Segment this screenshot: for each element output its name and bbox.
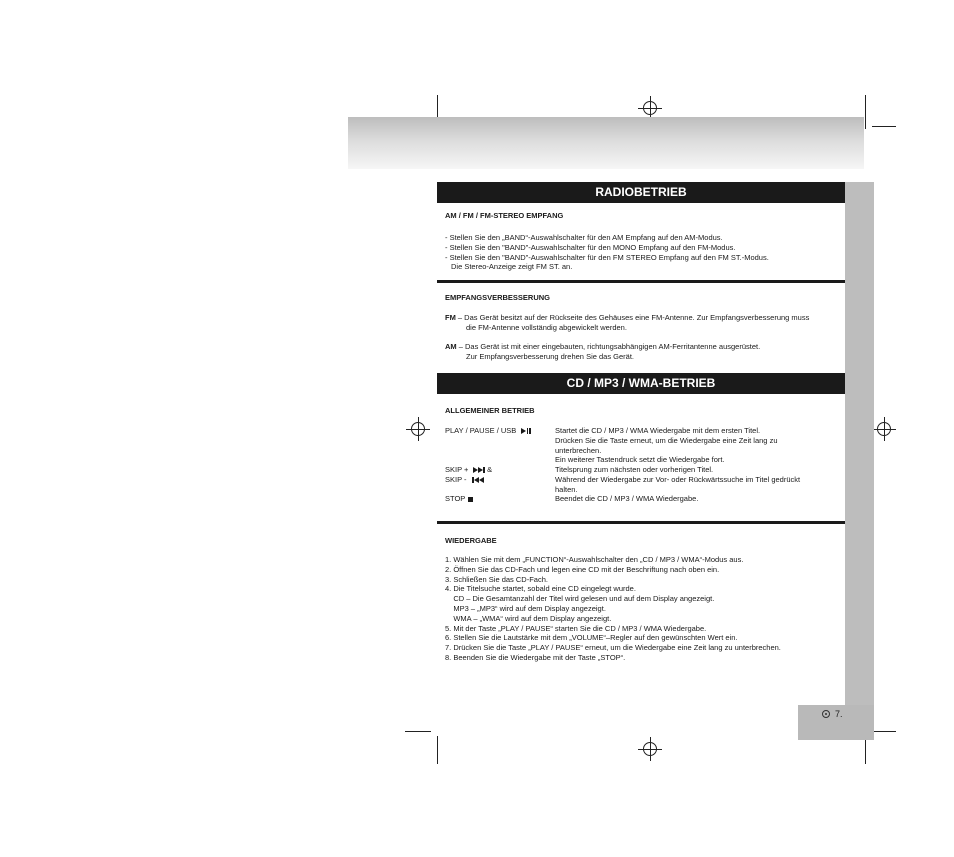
fm-text: – Das Gerät besitzt auf der Rückseite des Gehäuses eine FM-Antenne. Zur Empfangsverbesserung muss — [455, 313, 810, 322]
section-divider — [437, 280, 845, 283]
step-line: 3. Schließen Sie das CD-Fach. — [445, 574, 548, 584]
side-tab-bar — [845, 182, 874, 705]
band-line: - Stellen Sie den "BAND"-Auswahlschalter für den MONO Empfang auf den FM-Modus. — [445, 242, 736, 252]
step-line: 7. Drücken Sie die Taste „PLAY / PAUSE“ erneut, um die Wiedergabe eine Zeit lang zu unterbrechen. — [445, 643, 781, 653]
band-instructions — [445, 233, 845, 272]
registration-mark — [406, 417, 430, 441]
band-line: Die Stereo-Anzeige zeigt FM ST. an. — [451, 262, 573, 272]
subheading-am-fm: AM / FM / FM-STEREO EMPFANG — [445, 211, 564, 220]
playback-steps — [445, 555, 845, 663]
step-line: CD – Die Gesamtanzahl der Titel wird gelesen und auf dem Display angezeigt. — [445, 594, 715, 604]
play-key-label: PLAY / PAUSE / USB — [445, 426, 517, 435]
crop-mark — [872, 126, 896, 127]
play-key — [445, 426, 531, 436]
play-desc — [555, 426, 845, 465]
crop-mark — [872, 731, 896, 732]
subheading-wiedergabe: WIEDERGABE — [445, 536, 497, 545]
band-line: - Stellen Sie den „BAND“-Auswahlschalter für den AM Empfang auf den AM-Modus. — [445, 233, 723, 242]
header-gradient-band — [348, 117, 864, 169]
registration-mark — [872, 417, 896, 441]
step-line: 4. Die Titelsuche startet, sobald eine CD eingelegt wurde. — [445, 584, 636, 594]
am-line — [445, 342, 845, 352]
play-desc-line: Ein weiterer Tastendruck setzt die Wiedergabe fort. — [555, 455, 725, 465]
skip-minus-label: SKIP - — [445, 475, 467, 484]
disc-icon — [822, 710, 830, 718]
am-text: – Das Gerät ist mit einer eingebauten, richtungsabhängigen AM-Ferritantenne ausgerüstet. — [456, 342, 761, 351]
play-desc-line: unterbrechen. — [555, 445, 602, 455]
section-header-cd: CD / MP3 / WMA-BETRIEB — [437, 373, 845, 394]
fm-line — [445, 313, 845, 323]
am-line-2: Zur Empfangsverbesserung drehen Sie das Gerät. — [466, 351, 635, 361]
step-line: 1. Wählen Sie mit dem „FUNCTION“-Auswahlschalter den „CD / MP3 / WMA“-Modus aus. — [445, 555, 744, 564]
band-line: - Stellen Sie den "BAND"-Auswahlschalter für den FM STEREO Empfang auf den FM ST.-Modus. — [445, 252, 769, 262]
stop-icon — [468, 497, 473, 502]
stop-desc: Beendet die CD / MP3 / WMA Wiedergabe. — [555, 494, 699, 503]
skip-minus-line: halten. — [555, 484, 578, 494]
play-pause-icon — [521, 426, 531, 435]
skip-forward-icon — [473, 465, 486, 474]
step-line: 5. Mit der Taste „PLAY / PAUSE“ starten Sie die CD / MP3 / WMA Wiedergabe. — [445, 623, 707, 633]
skip-plus-desc: Titelsprung zum nächsten oder vorherigen Titel. — [555, 465, 714, 474]
stop-key — [445, 494, 473, 504]
section-header-radio: RADIOBETRIEB — [437, 182, 845, 203]
page-number-text: 7. — [835, 709, 843, 719]
section-divider — [437, 521, 845, 524]
subheading-empfang: EMPFANGSVERBESSERUNG — [445, 293, 551, 302]
am-label: AM — [445, 342, 457, 351]
crop-mark — [865, 736, 866, 764]
skip-back-icon — [472, 475, 485, 484]
fm-label: FM — [445, 313, 456, 322]
skip-plus-key — [445, 465, 492, 475]
step-line: 8. Beenden Sie die Wiedergabe mit der Taste „STOP“. — [445, 652, 626, 662]
fm-line-2: die FM-Antenne vollständig abgewickelt werden. — [466, 322, 627, 332]
play-desc-line: Startet die CD / MP3 / WMA Wiedergabe mit dem ersten Titel. — [555, 426, 761, 435]
skip-plus-amp: & — [487, 465, 493, 474]
skip-minus-desc — [555, 475, 845, 495]
registration-mark — [638, 737, 662, 761]
page-number — [822, 709, 843, 719]
step-line: 2. Öffnen Sie das CD-Fach und legen eine CD mit der Beschriftung nach oben ein. — [445, 564, 720, 574]
crop-mark — [437, 736, 438, 764]
crop-mark — [405, 731, 431, 732]
play-desc-line: Drücken Sie die Taste erneut, um die Wiedergabe eine Zeit lang zu — [555, 435, 778, 445]
step-line: MP3 – „MP3“ wird auf dem Display angezeigt. — [445, 603, 606, 613]
skip-plus-label: SKIP + — [445, 465, 469, 474]
subheading-allgemein: ALLGEMEINER BETRIEB — [445, 406, 535, 415]
stop-label: STOP — [445, 494, 466, 503]
step-line: WMA – „WMA“ wird auf dem Display angezeigt. — [445, 613, 612, 623]
am-paragraph — [445, 342, 845, 362]
crop-mark — [865, 95, 866, 129]
fm-paragraph — [445, 313, 845, 333]
step-line: 6. Stellen Sie die Lautstärke mit dem „VOLUME“–Regler auf den gewünschten Wert ein. — [445, 633, 738, 643]
skip-minus-line: Während der Wiedergabe zur Vor- oder Rückwärtssuche im Titel gedrückt — [555, 475, 801, 484]
skip-minus-key — [445, 475, 484, 485]
